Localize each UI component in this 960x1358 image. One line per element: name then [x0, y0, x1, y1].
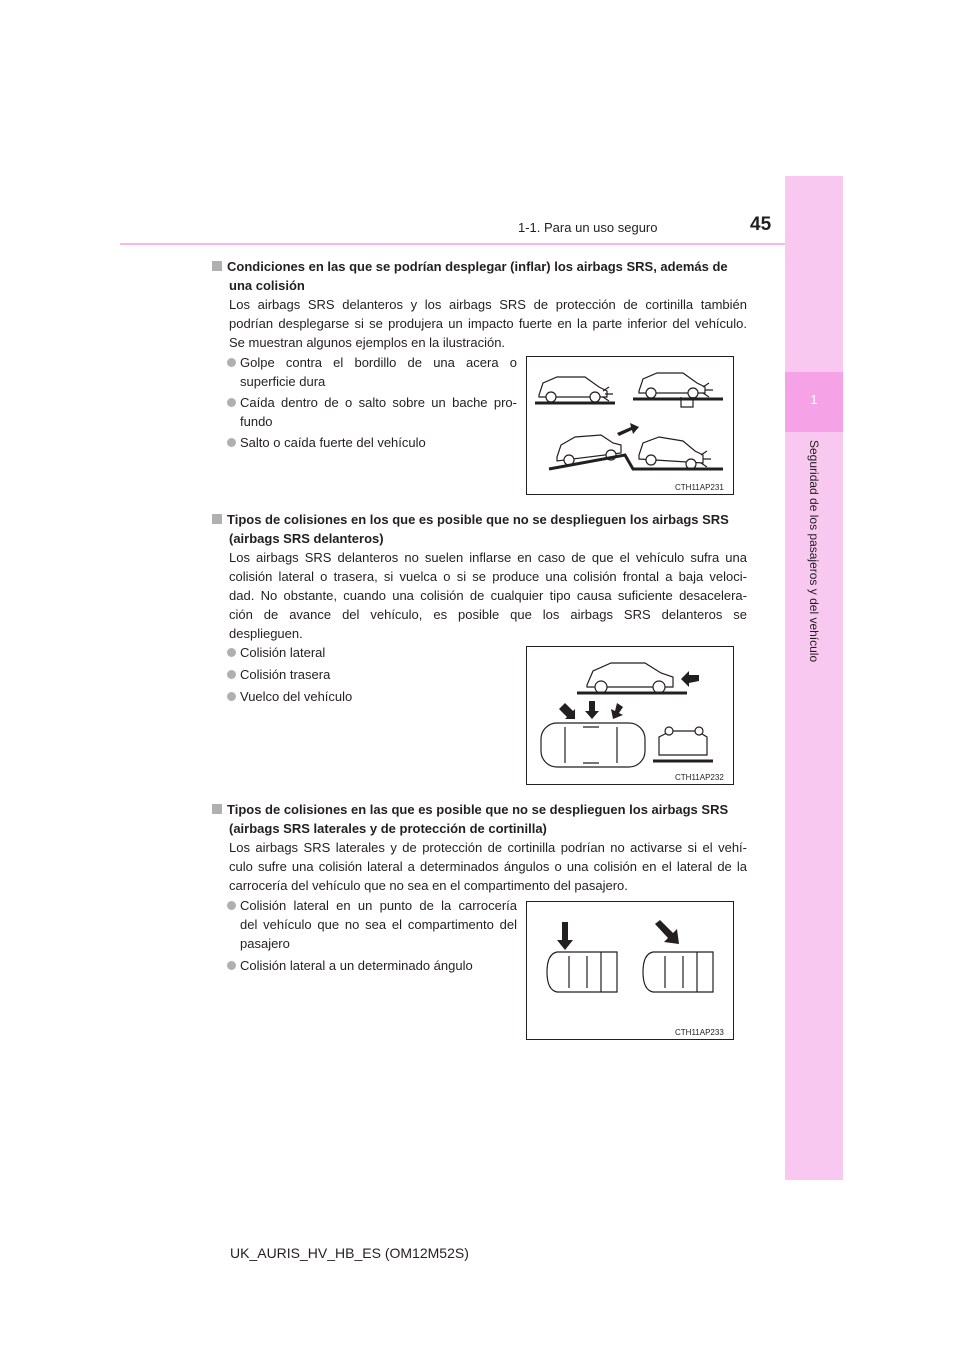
- figure-code: CTH11AP231: [675, 483, 724, 492]
- block-2-bullet-3: Vuelco del vehículo: [227, 687, 517, 706]
- figure-code: CTH11AP233: [675, 1028, 724, 1037]
- round-bullet-icon: [227, 648, 236, 657]
- block-3-paragraph: Los airbags SRS laterales y de protección de cortinilla podrían no activarse si el vehí- culo sufre una colisión lateral a determinados ángulos o una colisión en el lateral de la carrocería del vehículo que no sea en el compartimento del pasajero.: [229, 840, 747, 893]
- car-impact-illustration: [527, 357, 733, 494]
- footer-doc-code: UK_AURIS_HV_HB_ES (OM12M52S): [230, 1245, 469, 1261]
- figure-curb-impact: [526, 356, 734, 495]
- figure-side-rear-rollover: [526, 646, 734, 785]
- square-bullet-icon: [212, 514, 222, 524]
- car-side-impact-illustration: [527, 902, 733, 1039]
- page-header-section: 1-1. Para un uso seguro: [518, 220, 658, 235]
- side-tab-chapter-title: Seguridad de los pasajeros y del vehículo: [807, 440, 821, 663]
- block-2-title: Tipos de colisiones en los que es posible que no se desplieguen los airbags SRS (airbags SRS delanteros): [212, 510, 754, 548]
- block-1-bullet-3: Salto o caída fuerte del vehículo: [227, 433, 517, 452]
- round-bullet-icon: [227, 398, 236, 407]
- round-bullet-icon: [227, 961, 236, 970]
- block-3-bullet-2: Colisión lateral a un determinado ángulo: [227, 956, 517, 975]
- round-bullet-icon: [227, 358, 236, 367]
- square-bullet-icon: [212, 804, 222, 814]
- side-tab-chapter-number: 1: [785, 372, 843, 432]
- figure-side-angle: [526, 901, 734, 1040]
- block-3-bullet-1: Colisión lateral en un punto de la carrocería del vehículo que no sea el compartimento del pasajero: [227, 896, 517, 953]
- round-bullet-icon: [227, 438, 236, 447]
- block-1-title: Condiciones en las que se podrían desplegar (inflar) los airbags SRS, además de una colisión: [212, 257, 754, 295]
- block-2-bullet-2: Colisión trasera: [227, 665, 517, 684]
- header-rule: [120, 243, 785, 245]
- page-number: 45: [750, 214, 772, 235]
- round-bullet-icon: [227, 901, 236, 910]
- block-1-bullet-1: Golpe contra el bordillo de una acera o superficie dura: [227, 353, 517, 391]
- block-2-paragraph: Los airbags SRS delanteros no suelen inflarse en caso de que el vehículo sufra una colisión lateral o trasera, si vuelca o si se produce una colisión frontal a baja veloci- dad. No obstante, cuando una colisión de cualquier tipo causa suficiente desacelera- ción de avance del vehículo, es posible que los airbags SRS delanteros se desplieguen.: [229, 550, 747, 641]
- car-collision-types-illustration: [527, 647, 733, 784]
- block-3-title: Tipos de colisiones en las que es posible que no se desplieguen los airbags SRS (airbags SRS laterales y de protección de cortinilla): [212, 800, 754, 838]
- figure-code: CTH11AP232: [675, 773, 724, 782]
- round-bullet-icon: [227, 692, 236, 701]
- block-1-bullet-2: Caída dentro de o salto sobre un bache pro- fundo: [227, 393, 517, 431]
- block-1-paragraph: Los airbags SRS delanteros y los airbags SRS de protección de cortinilla también podrían desplegarse si se produjera un impacto fuerte en la parte inferior del vehículo. Se muestran algunos ejemplos en la ilustración.: [229, 297, 747, 350]
- round-bullet-icon: [227, 670, 236, 679]
- block-2-bullet-1: Colisión lateral: [227, 643, 517, 662]
- square-bullet-icon: [212, 261, 222, 271]
